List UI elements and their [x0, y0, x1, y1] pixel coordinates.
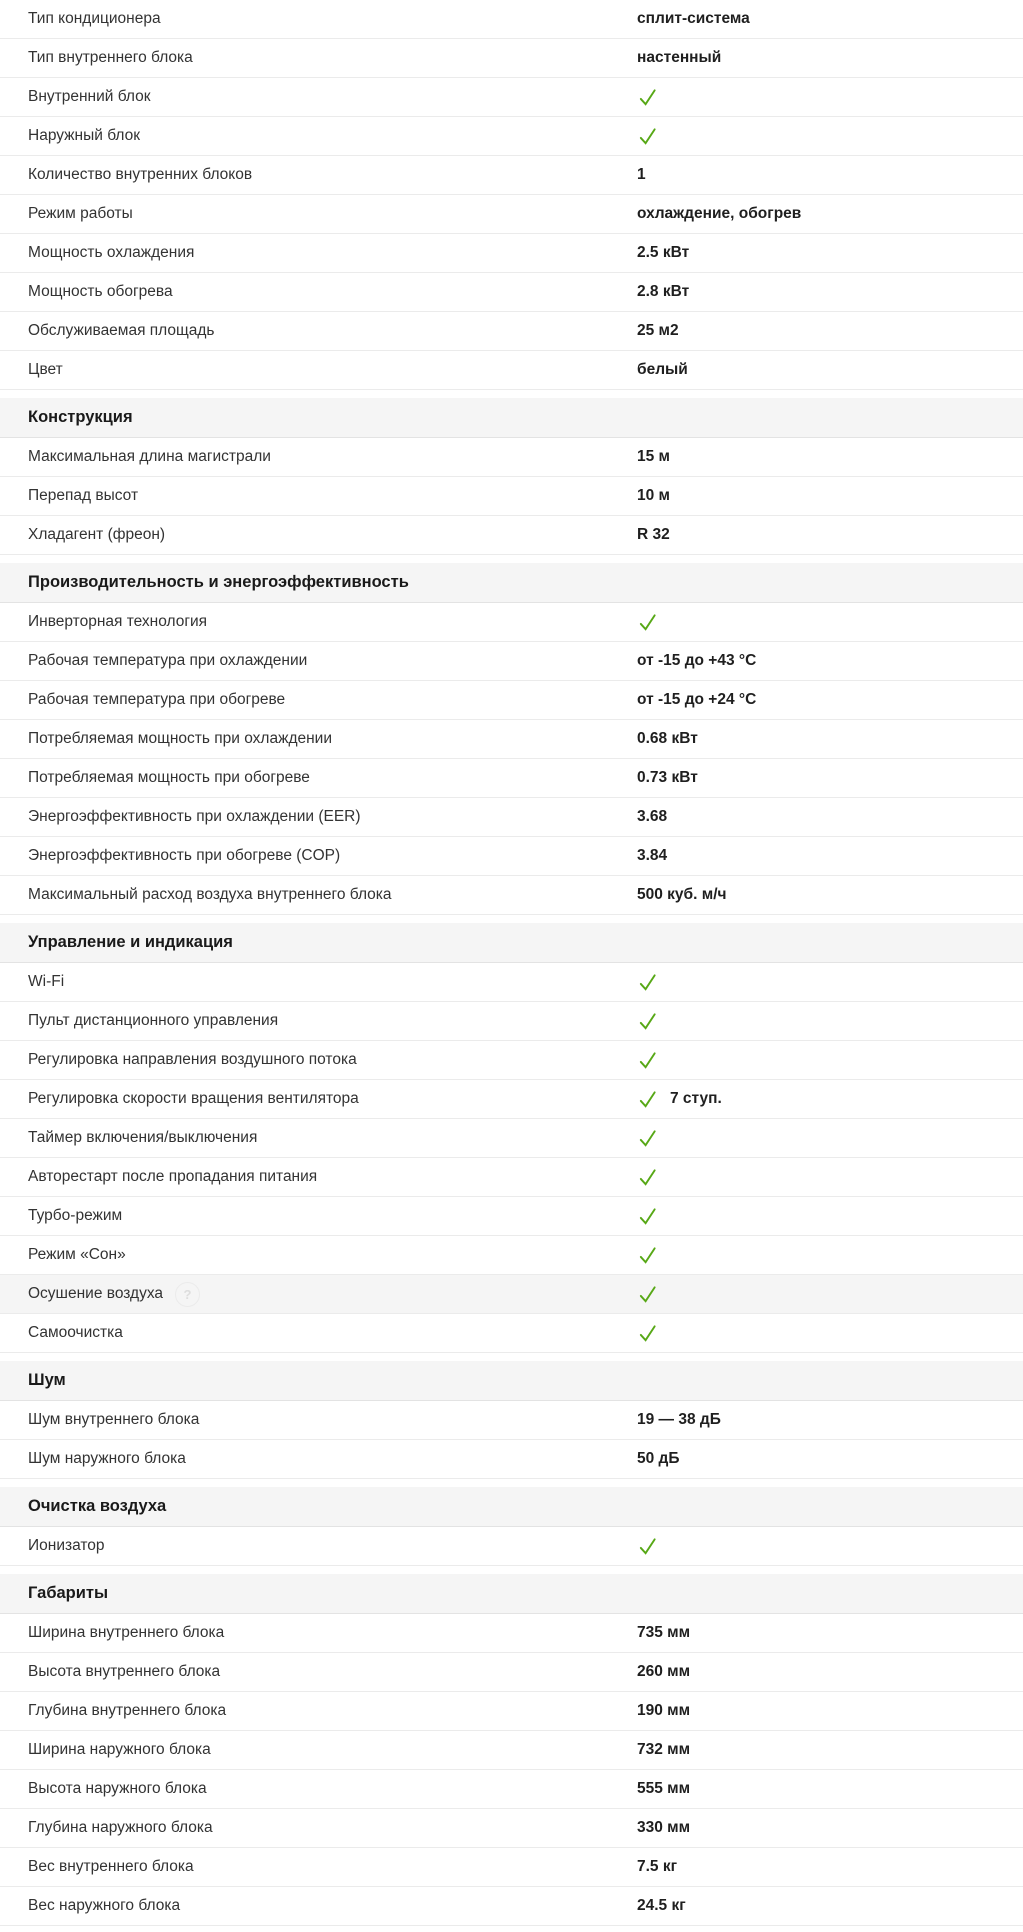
spec-value [637, 808, 667, 826]
spec-value [637, 612, 658, 633]
spec-value [637, 1663, 690, 1681]
spec-value [637, 1245, 658, 1266]
section-title: Габариты [28, 1584, 109, 1602]
spec-value [637, 1167, 658, 1188]
spec-label [28, 1819, 637, 1837]
spec-value [637, 769, 698, 787]
spec-label-text: Наружный блок [28, 127, 141, 144]
spec-label [28, 361, 637, 379]
section-header [0, 398, 1023, 438]
spec-row [0, 1527, 1023, 1566]
spec-label-text: Турбо-режим [28, 1207, 123, 1224]
spec-label [28, 205, 637, 223]
spec-value-text: 330 мм [637, 1819, 691, 1836]
spec-row [0, 1275, 1023, 1314]
spec-row [0, 759, 1023, 798]
spec-label-text: Режим «Сон» [28, 1246, 126, 1263]
spec-label [28, 1624, 637, 1642]
spec-row [0, 1770, 1023, 1809]
spec-row [0, 1809, 1023, 1848]
spec-label [28, 1780, 637, 1798]
spec-value [637, 244, 689, 262]
spec-label-text: Авторестарт после пропадания питания [28, 1168, 318, 1185]
spec-label-text: Мощность обогрева [28, 283, 173, 300]
spec-value [637, 1450, 680, 1468]
section-header [0, 563, 1023, 603]
spec-label-text: Потребляемая мощность при обогреве [28, 769, 310, 786]
spec-label [28, 1129, 637, 1147]
spec-row [0, 1002, 1023, 1041]
spec-value-text: 1 [637, 166, 646, 183]
spec-label [28, 1741, 637, 1759]
spec-row [0, 642, 1023, 681]
spec-label [28, 1858, 637, 1876]
spec-label [28, 652, 637, 670]
spec-value-text: 10 м [637, 487, 671, 504]
spec-label-text: Мощность охлаждения [28, 244, 195, 261]
check-icon [637, 612, 658, 633]
spec-row [0, 1653, 1023, 1692]
spec-label-text: Глубина наружного блока [28, 1819, 213, 1836]
spec-value-text: 0.68 кВт [637, 730, 698, 747]
spec-value [637, 1128, 658, 1149]
spec-value-text: 500 куб. м/ч [637, 886, 727, 903]
spec-row [0, 312, 1023, 351]
spec-value [637, 1206, 658, 1227]
spec-value [637, 1323, 658, 1344]
spec-label [28, 1246, 637, 1264]
spec-value-text: 24.5 кг [637, 1897, 686, 1914]
spec-label-text: Ширина внутреннего блока [28, 1624, 225, 1641]
spec-value [637, 487, 670, 505]
spec-value-text: 555 мм [637, 1780, 691, 1797]
spec-value [637, 1819, 690, 1837]
spec-label-text: Инверторная технология [28, 613, 208, 630]
spec-label-text: Энергоэффективность при охлаждении (EER) [28, 808, 361, 825]
spec-label-text: Режим работы [28, 205, 133, 222]
spec-value-text: 2.5 кВт [637, 244, 690, 261]
spec-value [637, 166, 646, 184]
spec-label [28, 88, 637, 106]
spec-label [28, 1324, 637, 1342]
section-title: Очистка воздуха [28, 1497, 167, 1515]
spec-label [28, 973, 637, 991]
spec-row [0, 837, 1023, 876]
check-icon [637, 1050, 658, 1071]
spec-value [637, 361, 688, 379]
spec-value [637, 1780, 690, 1798]
spec-value [637, 1858, 677, 1876]
spec-label [28, 886, 637, 904]
spec-value-text: сплит-система [637, 10, 750, 27]
section-header [0, 1487, 1023, 1527]
spec-row [0, 351, 1023, 390]
spec-value [637, 972, 658, 993]
spec-value [637, 1536, 658, 1557]
spec-value-text: 732 мм [637, 1741, 691, 1758]
spec-label [28, 808, 637, 826]
spec-row [0, 234, 1023, 273]
spec-value [637, 1411, 721, 1429]
spec-label-text: Таймер включения/выключения [28, 1129, 258, 1146]
spec-row [0, 1236, 1023, 1275]
section-title: Управление и индикация [28, 933, 233, 951]
spec-row [0, 720, 1023, 759]
spec-value [637, 49, 721, 67]
spec-label [28, 1702, 637, 1720]
spec-label [28, 283, 637, 301]
spec-label [28, 730, 637, 748]
spec-row [0, 438, 1023, 477]
spec-value [637, 1624, 690, 1642]
spec-label-text: Глубина внутреннего блока [28, 1702, 227, 1719]
spec-value-text: от -15 до +24 °C [637, 691, 757, 708]
spec-label-text: Хладагент (фреон) [28, 526, 166, 543]
spec-label [28, 166, 637, 184]
section-title: Конструкция [28, 408, 133, 426]
spec-label-text: Шум наружного блока [28, 1450, 186, 1467]
spec-row [0, 1887, 1023, 1926]
spec-value-text: R 32 [637, 526, 670, 543]
spec-label [28, 1012, 637, 1030]
spec-row [0, 477, 1023, 516]
section-title: Производительность и энергоэффективность [28, 573, 409, 591]
spec-value-text: охлаждение, обогрев [637, 205, 802, 222]
spec-value-text: 7.5 кг [637, 1858, 678, 1875]
spec-label [28, 1411, 637, 1429]
check-icon [637, 1206, 658, 1227]
spec-value [637, 1702, 690, 1720]
spec-label-text: Обслуживаемая площадь [28, 322, 215, 339]
spec-value-text: 735 мм [637, 1624, 691, 1641]
spec-value [637, 1741, 690, 1759]
spec-value [637, 126, 658, 147]
spec-label [28, 847, 637, 865]
spec-row [0, 516, 1023, 555]
spec-label [28, 322, 637, 340]
spec-label-text: Тип кондиционера [28, 10, 161, 27]
spec-row [0, 156, 1023, 195]
spec-value-text: 25 м2 [637, 322, 679, 339]
spec-label [28, 1537, 637, 1555]
spec-row [0, 1848, 1023, 1887]
spec-label-text: Количество внутренних блоков [28, 166, 253, 183]
spec-label [28, 1168, 637, 1186]
help-question-icon[interactable]: ? [175, 1282, 200, 1307]
spec-value [637, 10, 750, 28]
spec-label-text: Регулировка направления воздушного потока [28, 1051, 357, 1068]
check-icon [637, 87, 658, 108]
spec-row [0, 78, 1023, 117]
spec-label [28, 1663, 637, 1681]
spec-label [28, 691, 637, 709]
spec-label-text: Пульт дистанционного управления [28, 1012, 279, 1029]
spec-label-text: Цвет [28, 361, 63, 378]
check-icon [637, 126, 658, 147]
spec-label-text: Самоочистка [28, 1324, 123, 1341]
spec-label-text: Рабочая температура при обогреве [28, 691, 286, 708]
spec-value [637, 847, 667, 865]
spec-row [0, 681, 1023, 720]
spec-label-text: Ионизатор [28, 1537, 105, 1554]
spec-row [0, 1041, 1023, 1080]
spec-value-text: 190 мм [637, 1702, 691, 1719]
spec-value [637, 1089, 722, 1110]
spec-label-text: Вес наружного блока [28, 1897, 181, 1914]
spec-row [0, 1158, 1023, 1197]
spec-label-text: Осушение воздуха [28, 1285, 164, 1302]
spec-row [0, 1614, 1023, 1653]
spec-row [0, 1314, 1023, 1353]
check-icon [637, 1167, 658, 1188]
spec-value-text: 260 мм [637, 1663, 691, 1680]
spec-value [637, 691, 756, 709]
section-header [0, 1574, 1023, 1614]
spec-row [0, 39, 1023, 78]
spec-value-text: от -15 до +43 °C [637, 652, 757, 669]
check-icon [637, 1128, 658, 1149]
spec-value [637, 526, 670, 544]
spec-label-text: Wi-Fi [28, 973, 65, 990]
spec-row [0, 876, 1023, 915]
spec-label [28, 487, 637, 505]
spec-row [0, 1197, 1023, 1236]
spec-label [28, 526, 637, 544]
spec-row [0, 1080, 1023, 1119]
spec-label-text: Высота внутреннего блока [28, 1663, 221, 1680]
spec-row [0, 0, 1023, 39]
spec-value [637, 448, 670, 466]
spec-value-text: 19 — 38 дБ [637, 1411, 721, 1428]
spec-label [28, 1282, 637, 1307]
spec-value [637, 1284, 658, 1305]
spec-label [28, 448, 637, 466]
spec-label [28, 49, 637, 67]
spec-value [637, 886, 727, 904]
spec-row [0, 1401, 1023, 1440]
spec-row [0, 117, 1023, 156]
spec-label-text: Тип внутреннего блока [28, 49, 193, 66]
spec-label-text: Энергоэффективность при обогреве (COP) [28, 847, 341, 864]
spec-label [28, 1450, 637, 1468]
check-icon [637, 1089, 658, 1110]
spec-label [28, 244, 637, 262]
spec-row [0, 1692, 1023, 1731]
spec-label [28, 10, 637, 28]
spec-label-text: Высота наружного блока [28, 1780, 207, 1797]
spec-label [28, 127, 637, 145]
spec-row [0, 963, 1023, 1002]
spec-value-text: 3.84 [637, 847, 668, 864]
spec-row [0, 1731, 1023, 1770]
spec-label [28, 1051, 637, 1069]
spec-value [637, 205, 801, 223]
spec-row [0, 1119, 1023, 1158]
spec-value-text: 7 ступ. [670, 1090, 722, 1107]
spec-row [0, 603, 1023, 642]
check-icon [637, 1011, 658, 1032]
spec-value [637, 283, 689, 301]
spec-row [0, 1440, 1023, 1479]
spec-value-text: 0.73 кВт [637, 769, 698, 786]
spec-label-text: Потребляемая мощность при охлаждении [28, 730, 332, 747]
spec-value [637, 1011, 658, 1032]
spec-label [28, 1090, 637, 1108]
check-icon [637, 1245, 658, 1266]
spec-value-text: 2.8 кВт [637, 283, 690, 300]
spec-label-text: Перепад высот [28, 487, 139, 504]
spec-row [0, 273, 1023, 312]
section-title: Шум [28, 1371, 66, 1389]
spec-value [637, 322, 679, 340]
spec-label [28, 613, 637, 631]
spec-value-text: 15 м [637, 448, 671, 465]
spec-label [28, 1207, 637, 1225]
section-header [0, 923, 1023, 963]
spec-value [637, 730, 698, 748]
check-icon [637, 1536, 658, 1557]
check-icon [637, 972, 658, 993]
spec-label-text: Ширина наружного блока [28, 1741, 211, 1758]
spec-label [28, 1897, 637, 1915]
spec-label-text: Максимальный расход воздуха внутреннего блока [28, 886, 392, 903]
check-icon [637, 1323, 658, 1344]
spec-value-text: настенный [637, 49, 722, 66]
spec-label-text: Регулировка скорости вращения вентилятора [28, 1090, 359, 1107]
spec-row [0, 798, 1023, 837]
spec-value [637, 652, 756, 670]
spec-label-text: Максимальная длина магистрали [28, 448, 271, 465]
check-icon [637, 1284, 658, 1305]
spec-label-text: Вес внутреннего блока [28, 1858, 194, 1875]
spec-value-text: 50 дБ [637, 1450, 680, 1467]
spec-value-text: 3.68 [637, 808, 668, 825]
spec-label-text: Рабочая температура при охлаждении [28, 652, 308, 669]
spec-value [637, 1897, 686, 1915]
spec-value [637, 87, 658, 108]
spec-value-text: белый [637, 361, 688, 378]
spec-row [0, 195, 1023, 234]
section-header [0, 1361, 1023, 1401]
spec-value [637, 1050, 658, 1071]
spec-label-text: Внутренний блок [28, 88, 151, 105]
spec-label-text: Шум внутреннего блока [28, 1411, 200, 1428]
spec-label [28, 769, 637, 787]
